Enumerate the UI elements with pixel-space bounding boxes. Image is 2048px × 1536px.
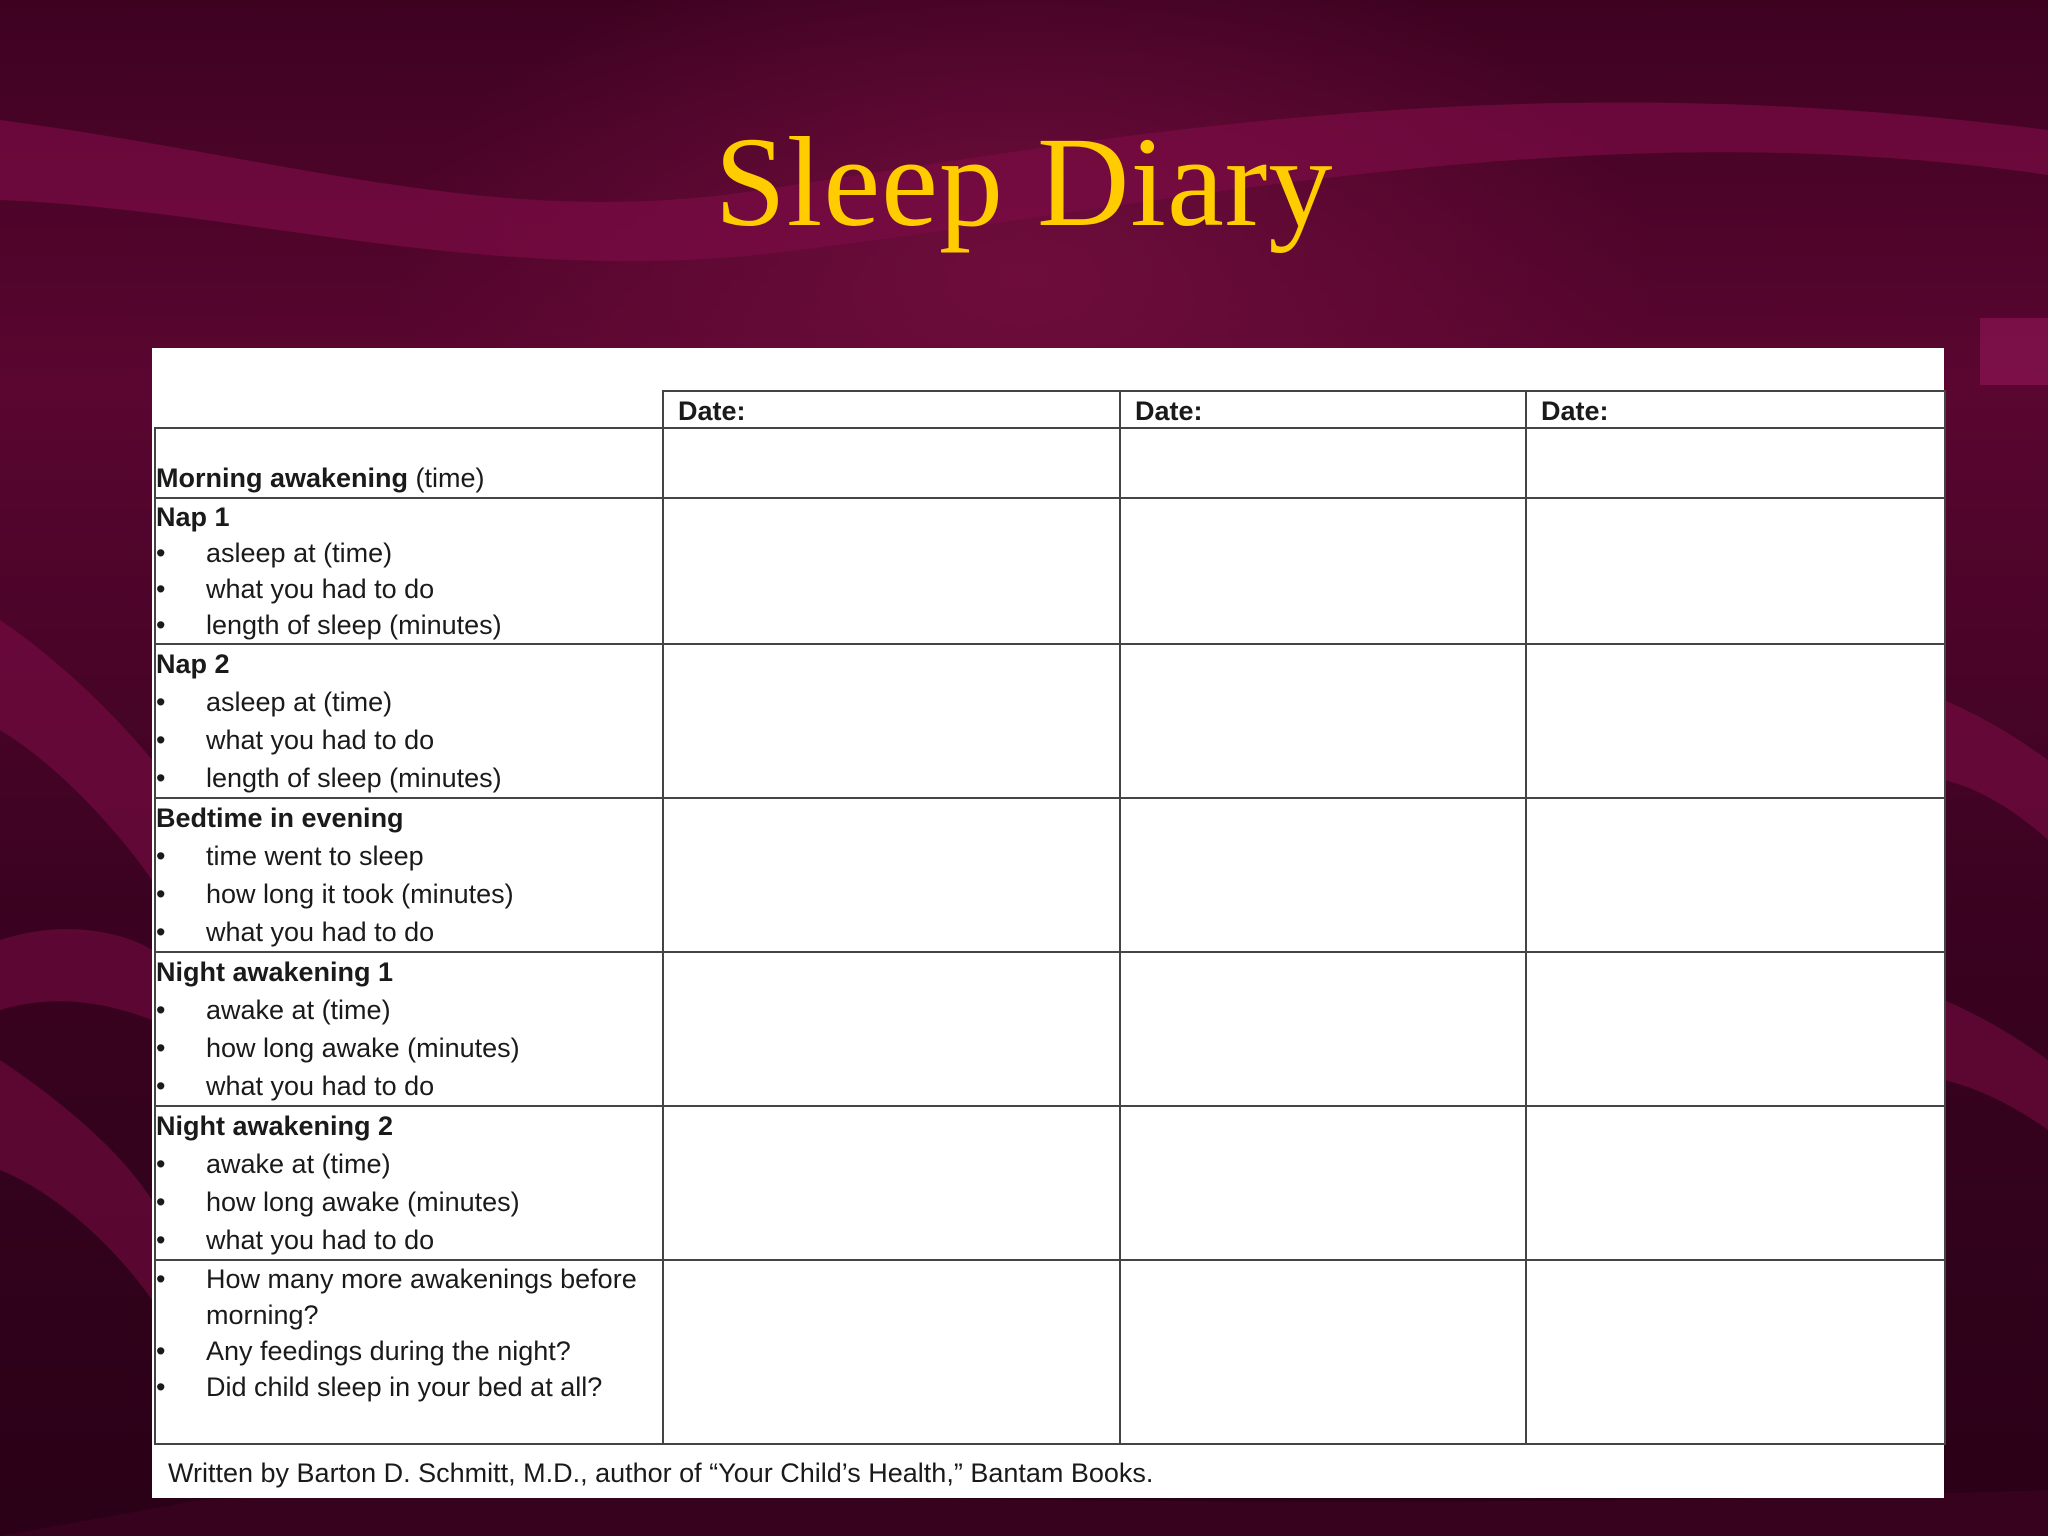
row-item: • how long awake (minutes) — [156, 1029, 662, 1067]
row-morning-awakening — [155, 428, 1945, 498]
row-additional-questions — [155, 1260, 1945, 1444]
row-item: • what you had to do — [156, 571, 662, 607]
row-heading: Night awakening 2 — [156, 1111, 394, 1141]
entry-cell[interactable] — [1120, 1106, 1526, 1260]
row-item: • length of sleep (minutes) — [156, 607, 662, 643]
row-item: • what you had to do — [156, 913, 662, 951]
row-night-awakening-2 — [155, 1106, 1945, 1260]
row-label — [155, 498, 663, 644]
entry-cell[interactable] — [1526, 428, 1945, 498]
row-heading: Bedtime in evening — [156, 803, 404, 833]
entry-cell[interactable] — [1526, 644, 1945, 798]
row-bedtime — [155, 798, 1945, 952]
row-label — [155, 798, 663, 952]
entry-cell[interactable] — [663, 1106, 1120, 1260]
entry-cell[interactable] — [1120, 952, 1526, 1106]
row-item: • length of sleep (minutes) — [156, 759, 662, 797]
row-item: • asleep at (time) — [156, 535, 662, 571]
header-blank-cell — [155, 391, 663, 428]
entry-cell[interactable] — [1526, 498, 1945, 644]
row-item: • time went to sleep — [156, 837, 662, 875]
author-credit: Written by Barton D. Schmitt, M.D., author of “Your Child’s Health,” Bantam Books. — [168, 1458, 1154, 1488]
row-label — [155, 1260, 663, 1444]
row-heading: Nap 2 — [156, 649, 230, 679]
entry-cell[interactable] — [1120, 1260, 1526, 1444]
row-heading-suffix: (time) — [408, 463, 485, 493]
row-item: • awake at (time) — [156, 991, 662, 1029]
entry-cell[interactable] — [663, 798, 1120, 952]
date-header-1: Date: — [663, 391, 1120, 428]
diary-table — [154, 390, 1946, 1445]
row-label — [155, 428, 663, 498]
entry-cell[interactable] — [663, 428, 1120, 498]
entry-cell[interactable] — [1120, 498, 1526, 644]
row-item: • Any feedings during the night? — [156, 1333, 662, 1369]
row-item: • Did child sleep in your bed at all? — [156, 1369, 662, 1405]
row-nap-2 — [155, 644, 1945, 798]
row-heading: Nap 1 — [156, 502, 230, 532]
row-label — [155, 952, 663, 1106]
entry-cell[interactable] — [1120, 644, 1526, 798]
entry-cell[interactable] — [663, 498, 1120, 644]
date-header-3: Date: — [1526, 391, 1945, 428]
row-item: • how long awake (minutes) — [156, 1183, 662, 1221]
date-header-2: Date: — [1120, 391, 1526, 428]
entry-cell[interactable] — [1526, 1260, 1945, 1444]
entry-cell[interactable] — [1526, 1106, 1945, 1260]
row-item: • asleep at (time) — [156, 683, 662, 721]
entry-cell[interactable] — [1526, 952, 1945, 1106]
entry-cell[interactable] — [663, 644, 1120, 798]
row-heading: Night awakening 1 — [156, 957, 394, 987]
row-label — [155, 1106, 663, 1260]
row-item: • How many more awakenings before morning? — [156, 1261, 662, 1333]
header-row — [155, 391, 1945, 428]
sleep-diary-form — [152, 348, 1944, 1498]
row-item: • what you had to do — [156, 721, 662, 759]
entry-cell[interactable] — [663, 952, 1120, 1106]
row-heading: Morning awakening — [156, 463, 409, 493]
entry-cell[interactable] — [663, 1260, 1120, 1444]
slide-title: Sleep Diary — [714, 111, 1334, 253]
row-item: • awake at (time) — [156, 1145, 662, 1183]
row-item: • how long it took (minutes) — [156, 875, 662, 913]
row-night-awakening-1 — [155, 952, 1945, 1106]
entry-cell[interactable] — [1120, 428, 1526, 498]
row-nap-1 — [155, 498, 1945, 644]
row-item: • what you had to do — [156, 1221, 662, 1259]
row-item: • what you had to do — [156, 1067, 662, 1105]
entry-cell[interactable] — [1526, 798, 1945, 952]
row-label — [155, 644, 663, 798]
entry-cell[interactable] — [1120, 798, 1526, 952]
